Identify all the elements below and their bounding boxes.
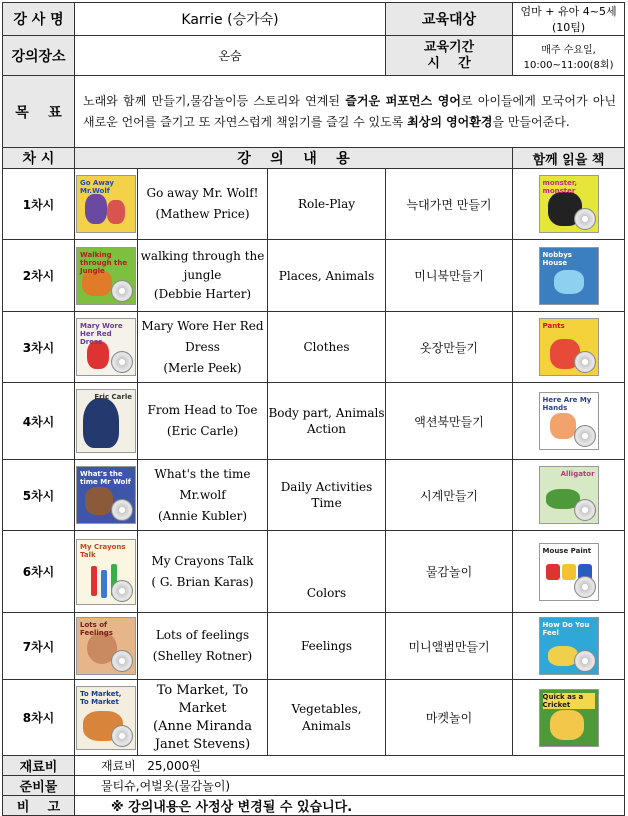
activity-cell: 액션북만들기 — [386, 383, 513, 460]
content-column-header: 강 의 내 용 — [75, 148, 513, 169]
book-author: ( G. Brian Karas) — [151, 574, 254, 589]
reading-book-image — [539, 689, 599, 747]
book-title: What's the time Mr.wolf — [154, 466, 251, 502]
reading-book-title: Alligator — [560, 470, 595, 478]
book-author: (Shelley Rotner) — [152, 649, 253, 663]
remark-value: ※ 강의내용은 사정상 변경될 수 있습니다. — [75, 796, 625, 816]
reading-book-cell — [513, 169, 625, 240]
reading-book-title: Nobbys House — [542, 250, 572, 267]
theme-cell: Role-Play — [268, 169, 386, 240]
period-label — [386, 36, 513, 76]
course-plan-table — [2, 2, 625, 816]
goal-bold-2: 최상의 영어환경 — [407, 114, 493, 129]
goal-text-2: 로 아이들에게 모국어가 아닌 새로운 언어를 즐기고 또 자연스럽게 책읽기를 즐길 수 있도록 — [83, 93, 617, 129]
book-title-cell — [138, 531, 268, 613]
theme-cell: Clothes — [268, 312, 386, 383]
column-header-row — [3, 148, 625, 169]
session-label: 2차시 — [3, 240, 75, 312]
book-cover-image — [76, 247, 136, 305]
book-cover-title: Go Away Mr.Wolf — [80, 179, 114, 195]
book-cover-title: My Crayons Talk — [80, 542, 126, 559]
book-author: (Merle Peek) — [163, 360, 242, 375]
period-value: 매주 수요일, 10:00~11:00(8회) — [513, 36, 625, 76]
reading-book-image — [539, 247, 599, 305]
instructor-value: Karrie (승가숙) — [75, 3, 386, 36]
activity-cell: 마켓놀이 — [386, 680, 513, 756]
book-author: (Annie Kubler) — [157, 508, 248, 523]
venue-value: 온숨 — [75, 36, 386, 76]
reading-book-title: Pants — [542, 322, 565, 330]
material-row — [3, 756, 625, 776]
reading-book-image — [539, 466, 599, 524]
activity-cell: 물감놀이 — [386, 531, 513, 613]
book-cover-title: Mary Wore Her Red Dress — [80, 322, 123, 346]
book-cover-image — [76, 175, 136, 233]
remark-row — [3, 796, 625, 816]
theme-cell: Colors — [268, 531, 386, 613]
book-title-cell — [138, 312, 268, 383]
session-row — [3, 240, 625, 312]
book-title-cell — [138, 460, 268, 531]
book-cover-cell — [75, 169, 138, 240]
theme-cell: Daily Activities Time — [268, 460, 386, 531]
reading-book-cell — [513, 312, 625, 383]
course-plan-page — [2, 2, 626, 815]
book-cover-image — [76, 466, 136, 524]
theme-cell: Body part, Animals Action — [268, 383, 386, 460]
book-cover-title: Lots of Feelings — [80, 621, 113, 637]
book-cover-cell — [75, 680, 138, 756]
book-title-cell — [138, 169, 268, 240]
reading-book-image — [539, 617, 599, 675]
book-cover-cell — [75, 613, 138, 680]
prep-value: 물티슈,여벌옷(물감놀이) — [75, 776, 625, 796]
activity-cell: 시계만들기 — [386, 460, 513, 531]
book-cover-image — [76, 539, 136, 605]
target-value: 엄마 + 유아 4~5세 (10팀) — [513, 3, 625, 36]
goal-row — [3, 76, 625, 148]
session-row — [3, 531, 625, 613]
session-row — [3, 383, 625, 460]
book-title-cell — [138, 383, 268, 460]
activity-cell: 늑대가면 만들기 — [386, 169, 513, 240]
reading-book-title: monster, monster — [542, 179, 577, 195]
reading-book-title: Here Are My Hands — [542, 396, 592, 412]
book-title: My Crayons Talk — [151, 553, 254, 568]
session-label: 3차시 — [3, 312, 75, 383]
book-cover-image — [76, 617, 136, 675]
reading-book-cell — [513, 460, 625, 531]
remark-label: 비 고 — [3, 796, 75, 816]
book-author: (Mathew Price) — [155, 207, 250, 221]
instructor-row — [3, 3, 625, 36]
session-row — [3, 613, 625, 680]
period-label-line2: 시 간 — [427, 55, 471, 71]
reading-book-image — [539, 392, 599, 450]
book-title: To Market, To Market — [156, 682, 249, 716]
session-label: 8차시 — [3, 680, 75, 756]
reading-book-image — [539, 543, 599, 601]
venue-row — [3, 36, 625, 76]
reading-book-image — [539, 318, 599, 376]
book-title: Mary Wore Her Red Dress — [141, 318, 264, 354]
book-cover-title: Walking through the Jungle — [80, 250, 128, 275]
book-cover-title: What's the time Mr Wolf — [80, 470, 131, 486]
book-cover-image — [76, 318, 136, 376]
reading-column-header: 함께 읽을 책 — [513, 148, 625, 169]
book-cover-title: To Market, To Market — [80, 689, 122, 706]
book-cover-title: Eric Carle — [94, 393, 132, 401]
prep-label: 준비물 — [3, 776, 75, 796]
book-author: (Debbie Harter) — [153, 287, 252, 301]
theme-cell: Places, Animals — [268, 240, 386, 312]
session-column-header: 차 시 — [3, 148, 75, 169]
book-title-cell — [138, 613, 268, 680]
book-cover-cell — [75, 531, 138, 613]
reading-book-title: How Do You Feel — [542, 621, 590, 637]
activity-cell: 미니북만들기 — [386, 240, 513, 312]
reading-book-cell — [513, 680, 625, 756]
material-label: 재료비 — [3, 756, 75, 776]
reading-book-title: Mouse Paint — [542, 546, 592, 555]
goal-label: 목 표 — [3, 76, 75, 148]
prep-row — [3, 776, 625, 796]
goal-text — [75, 76, 625, 148]
theme-cell: Feelings — [268, 613, 386, 680]
session-row — [3, 169, 625, 240]
material-value: 재료비 25,000원 — [75, 756, 625, 776]
goal-text-1: 노래와 함께 만들기,물감놀이등 스토리와 연계된 — [83, 93, 346, 108]
session-label: 4차시 — [3, 383, 75, 460]
book-cover-cell — [75, 312, 138, 383]
book-cover-image — [76, 686, 136, 750]
reading-book-title: Quick as a Cricket — [543, 693, 595, 709]
reading-book-cell — [513, 531, 625, 613]
book-cover-cell — [75, 240, 138, 312]
book-title: From Head to Toe — [147, 403, 258, 417]
venue-label: 강의장소 — [3, 36, 75, 76]
session-label: 7차시 — [3, 613, 75, 680]
activity-cell: 미니앨범만들기 — [386, 613, 513, 680]
period-label-line1: 교육기간 — [423, 39, 475, 55]
book-cover-cell — [75, 383, 138, 460]
session-row — [3, 312, 625, 383]
reading-book-cell — [513, 383, 625, 460]
book-author: (Eric Carle) — [166, 424, 239, 438]
goal-text-3: 을 만들어준다. — [492, 114, 570, 129]
session-row — [3, 460, 625, 531]
target-label: 교육대상 — [386, 3, 513, 36]
goal-bold-1: 즐거운 퍼포먼스 영어 — [345, 93, 461, 108]
book-title: walking through the jungle — [140, 249, 265, 282]
book-cover-cell — [75, 460, 138, 531]
reading-book-cell — [513, 240, 625, 312]
session-label: 1차시 — [3, 169, 75, 240]
book-title: Lots of feelings — [155, 628, 250, 642]
book-title-cell — [138, 680, 268, 756]
reading-book-image — [539, 175, 599, 233]
theme-cell: Vegetables, Animals — [268, 680, 386, 756]
book-title-cell — [138, 240, 268, 312]
activity-cell: 옷장만들기 — [386, 312, 513, 383]
session-label: 6차시 — [3, 531, 75, 613]
book-cover-image — [76, 389, 136, 453]
instructor-label: 강 사 명 — [3, 3, 75, 36]
book-title: Go away Mr. Wolf! — [146, 186, 259, 200]
session-label: 5차시 — [3, 460, 75, 531]
book-author: (Anne Miranda Janet Stevens) — [153, 718, 252, 752]
reading-book-cell — [513, 613, 625, 680]
session-row — [3, 680, 625, 756]
